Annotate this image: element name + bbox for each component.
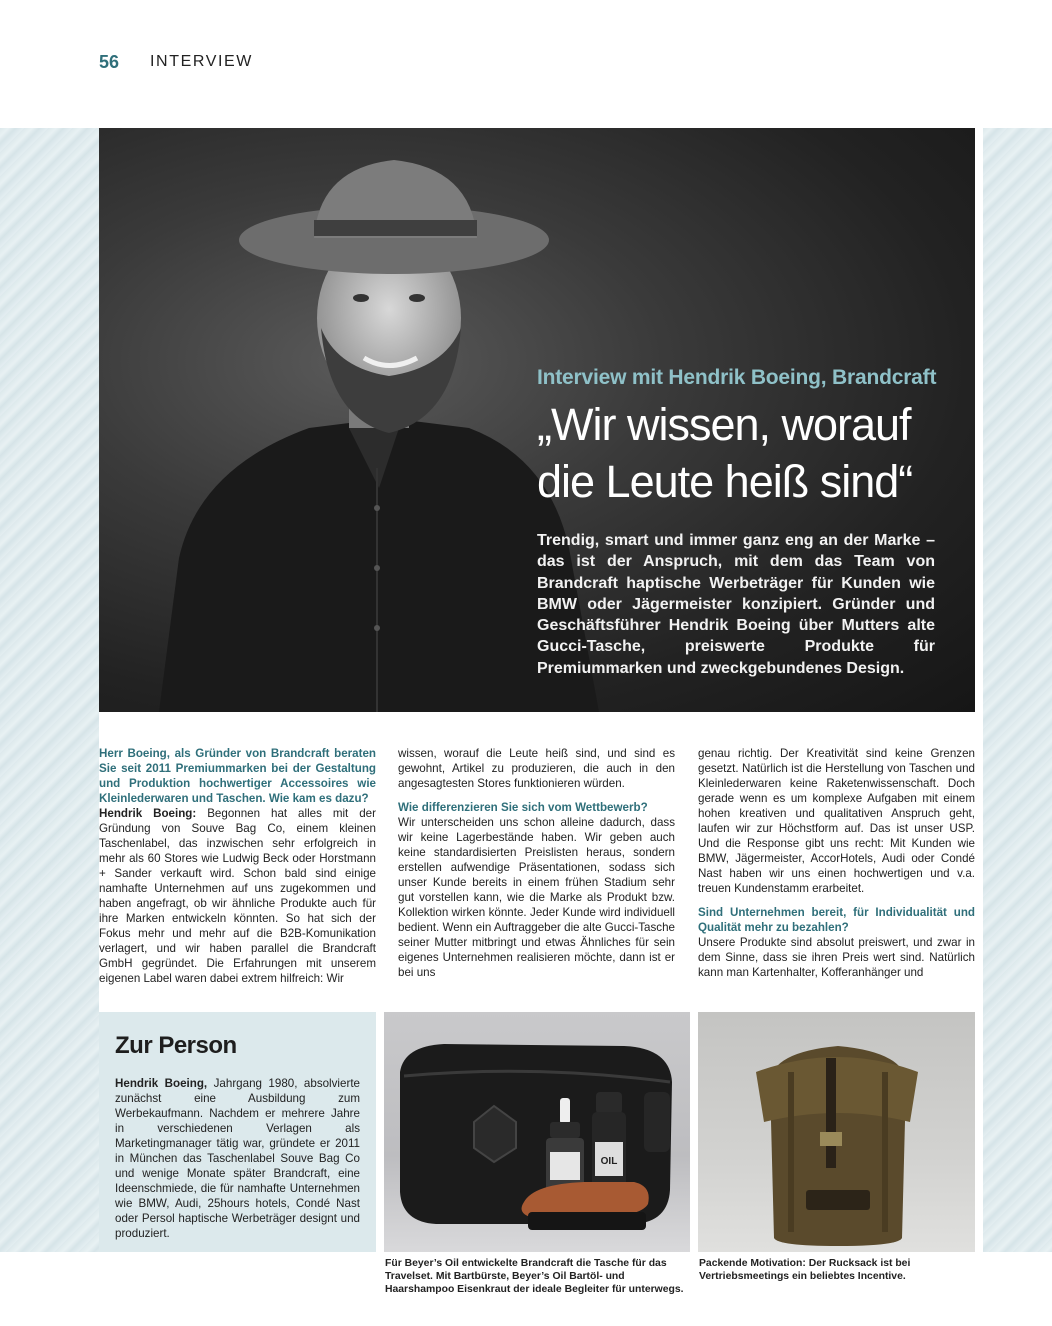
photo-backpack [698,1012,975,1252]
backpack-illustration [698,1012,975,1252]
headline [537,396,967,510]
person-infobox [99,1012,376,1252]
person-bio [115,1076,360,1241]
bottle-label: OIL [600,1156,618,1167]
person-bio-text: Jahrgang 1980, absolvierte zunächst eine Ausbildung zum Werbekaufmann. Nachdem er mehrere Jahre in verschiedenen Verlagen als Marketingmanager tätig war, gründete er 2011 in München das Taschenlabel Souve Bag Co und wenige Monate später Brandcraft, eine Ideenschmiede, die für namhafte Unternehmen wie BMW, Audi, 25hours hotels, Condé Nast oder Persol haptische Werbeträger designt und produziert. [115,1077,360,1240]
article-column-1 [99,746,376,986]
hero-portrait [99,128,975,712]
decorative-texture-left [0,128,99,1252]
answer-2: Wir unterscheiden uns schon alleine dadurch, dass wir keine Lagerbestände haben. Wir geben auch keine standardisierten Preislisten heraus, sondern erstellen aufwendige Präsentationen, sodass sich unser Kunde bereits in einem frühen Stadium sehr gut vorstellen kann, wie die Marke als Produkt bzw. Kollektion wirken könnte. Jeder Kunde wird individuell bedient. Wenn ein Auftraggeber die alte Gucci-Tasche seiner Mutter mitbringt und etwas Ähnliches für sein eigenes Unternehmen realisieren möchte, dann ist er bei uns [398,816,675,979]
question-2: Wie differenzieren Sie sich vom Wettbewerb? [398,801,648,814]
article-column-2 [398,746,675,980]
travel-bag-illustration [384,1012,690,1252]
answer-1-text: Begonnen hat alles mit der Gründung von Souve Bag Co, einem kleinen Taschenlabel, das inzwischen sehr erfolgreich in mehr als 60 Stores wie Ludwig Beck oder Horstmann + Sander verkauft wird. Schon bald sind einige namhafte Unternehmen auf uns zugekommen und haben angefragt, ob wir ähnliche Produkte auch für ihre Marken entwickeln könnten. So hat sich der Fokus mehr und mehr auf die B2B-Komunikation verlagert, und wir haben parallel die Brandcraft GmbH gegründet. Die Erfahrungen mit unserem eigenen Label waren dabei extrem hilfreich: Wir [99,807,376,985]
answer-3: Unsere Produkte sind absolut preiswert, und zwar in dem Sinne, dass sie ihren Preis wert sind. Natürlich kann man Kartenhalter, Kofferanhänger und [698,936,975,979]
page-number: 56 [99,52,120,72]
interview-kicker: Interview mit Hendrik Boeing, Brandcraft [537,366,937,389]
answer-2-continued: genau richtig. Der Kreativität sind keine Grenzen gesetzt. Natürlich ist die Herstellung von Taschen und Kleinlederwaren keine Raketenwissenschaft. Doch gerade wenn es um komplexe Aufgaben mit einem hohen kreativen und qualitativen Anspruch geht, laufen wir zur Höchstform auf. Das ist unser USP. Und die Response gibt uns recht: Mit Kunden wie BMW, Jägermeister, AccorHotels, Audi oder Condé Nast haben wir uns einen hochwertigen und v.a. treuen Kundenstamm erarbeitet. [698,747,975,895]
answer-1-continued: wissen, worauf die Leute heiß sind, und sind es gewohnt, Artikel zu produzieren, die auch in den angesagtesten Stores funktionieren würden. [398,747,675,790]
person-title: Zur Person [115,1032,237,1059]
headline-line-1: „Wir wissen, worauf [537,399,911,450]
caption-travel-bag: Für Beyer’s Oil entwickelte Brandcraft die Tasche für das Travelset. Mit Bartbürste, Beyer’s Oil Bartöl- und Haarshampoo Eisenkraut der ideale Begleiter für unterwegs. [385,1258,684,1295]
section-label: INTERVIEW [150,53,254,70]
speaker-name: Hendrik Boeing: [99,807,197,820]
lead-paragraph: Trendig, smart und immer ganz eng an der Marke – das ist der Anspruch, mit dem das Team von Brandcraft haptische Werbeträger für Kunden wie BMW oder Jägermeister konzipiert. Gründer und Geschäftsführer Hendrik Boeing über Mutters alte Gucci-Tasche, preiswerte Produkte für Premiummarken und zweckgebundenes Design. [537,532,935,677]
headline-line-2: die Leute heiß sind“ [537,456,913,507]
answer-1 [99,806,376,986]
article-column-3 [698,746,975,980]
decorative-texture-right [983,128,1052,1252]
question-3: Sind Unternehmen bereit, für Individualität und Qualität mehr zu bezahlen? [698,906,975,934]
question-1: Herr Boeing, als Gründer von Brandcraft beraten Sie seit 2011 Premiummarken bei der Gestaltung und Produktion hochwertiger Accessoires wie Kleinlederwaren und Taschen. Wie kam es dazu? [99,747,376,805]
photo-travel-bag [384,1012,690,1252]
person-name: Hendrik Boeing, [115,1077,208,1090]
caption-backpack: Packende Motivation: Der Rucksack ist bei Vertriebsmeetings ein beliebtes Incentive. [699,1258,911,1282]
